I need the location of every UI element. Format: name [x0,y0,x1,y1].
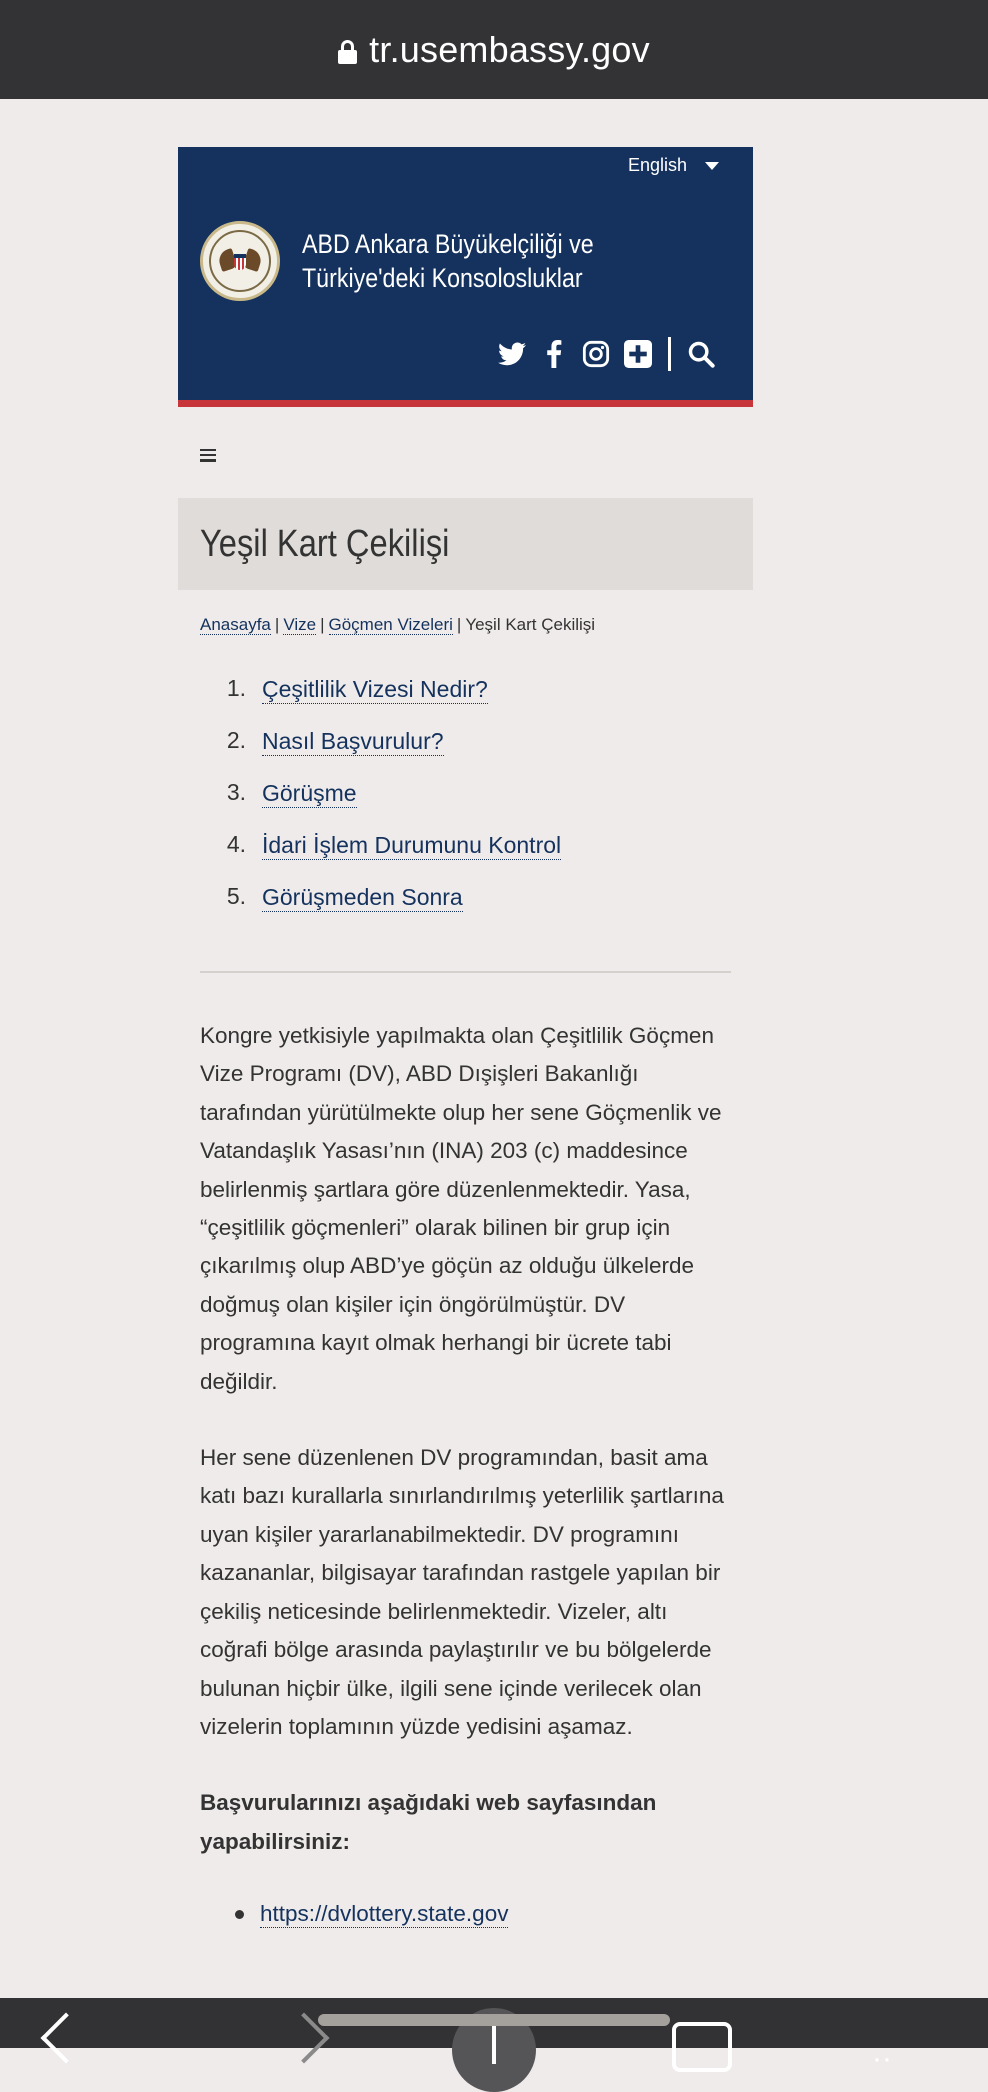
list-item [235,1901,753,1928]
site-header [178,147,753,407]
site-title[interactable] [302,227,594,295]
breadcrumb-separator: | [274,615,280,634]
toc-link-cesitlilik-vizesi[interactable]: Çeşitlilik Vizesi Nedir? [262,676,488,702]
table-of-contents [178,675,753,935]
home-indicator[interactable] [318,2014,670,2026]
page-content [178,147,753,1928]
browser-url-bar[interactable] [0,0,988,99]
toc-link-gorusmeden-sonra[interactable]: Görüşmeden Sonra [262,884,463,910]
site-title-line1[interactable]: ABD Ankara Büyükelçiliği ve [302,229,594,259]
divider [668,337,671,371]
toc-item: 5. Görüşmeden Sonra [226,883,463,910]
dvlottery-link[interactable]: https://dvlottery.state.gov [260,1901,509,1927]
toc-item: 3. Görüşme [226,779,357,806]
eligibility-paragraph: Her sene düzenlenen DV programından, basit ama katı bazı kurallarla sınırlandırılmış yeterlilik şartlarına uyan kişiler yararlanabilmektedir. DV programını kazananlar, bilgisayar tarafından rastgele yapılan bir çekiliş neticesinde belirlenmektedir. Vizeler, altı coğrafi bölge arasında paylaştırılır ve bu bölgelerde bulunan hiçbir ülke, ilgili sene içinde verilecek olan vizelerin toplamının yüzde yedisini aşamaz. [200,1445,724,1739]
browser-toolbar [0,1998,988,2075]
back-icon[interactable] [41,2013,92,2064]
flickr-plus-icon[interactable] [624,340,652,368]
page-title-band [178,498,753,590]
search-icon[interactable] [687,340,715,368]
embassy-seal-logo[interactable] [200,221,280,301]
instagram-icon[interactable] [582,340,610,368]
main-menu-bar [178,435,753,475]
breadcrumb-home[interactable]: Anasayfa [200,615,271,634]
breadcrumb-separator: | [320,615,325,634]
hamburger-menu-icon[interactable] [200,449,216,462]
tabs-icon[interactable]: ·· [872,2042,892,2075]
breadcrumb-separator: | [456,615,462,634]
language-selector[interactable] [628,155,719,176]
breadcrumb-current: Yeşil Kart Çekilişi [465,615,596,634]
bookmarks-icon[interactable] [672,2022,732,2072]
toc-item: 4. İdari İşlem Durumunu Kontrol [226,831,562,858]
lock-icon [338,40,357,64]
caret-down-icon[interactable] [705,162,719,170]
page-title: Yeşil Kart Çekilişi [200,522,450,565]
toc-link-gorusme[interactable]: Görüşme [262,780,357,806]
toc-item: 2. Nasıl Başvurulur? [226,727,444,754]
intro-paragraph: Kongre yetkisiyle yapılmakta olan Çeşitlilik Göçmen Vize Programı (DV), ABD Dışişleri Bakanlığı tarafından yürütülmekte olup her sene Göçmenlik ve Vatandaşlık Yasası’nın (INA) 203 (c) maddesince belirlenmiş şartlara göre düzenlenmektedir. Yasa, “çeşitlilik göçmenleri” olarak bilinen bir grup için çıkarılmış olup ABD’ye göçün az olduğu ülkelerde doğmuş olan kişiler için öngörülmüştür. DV programına kayıt olmak herhangi bir ücrete tabi değildir. [200,1023,722,1394]
breadcrumb-vize[interactable]: Vize [283,615,317,634]
breadcrumb-gocmen-vizeleri[interactable]: Göçmen Vizeleri [328,615,453,634]
facebook-icon[interactable] [540,340,568,368]
divider [200,971,731,973]
social-links [498,337,715,371]
toc-item: 1. Çeşitlilik Vizesi Nedir? [226,675,488,702]
language-label[interactable]: English [627,155,687,175]
toc-link-nasil-basvurulur[interactable]: Nasıl Başvurulur? [262,728,444,754]
apply-links [178,1901,753,1928]
twitter-icon[interactable] [498,340,526,368]
apply-heading: Başvurularınızı aşağıdaki web sayfasından yapabilirsiniz: [200,1790,657,1854]
url-text[interactable]: tr.usembassy.gov [369,28,650,70]
toc-link-idari-islem[interactable]: İdari İşlem Durumunu Kontrol [262,832,562,858]
site-title-line2[interactable]: Türkiye'deki Konsolosluklar [302,263,583,293]
breadcrumb [178,615,753,635]
